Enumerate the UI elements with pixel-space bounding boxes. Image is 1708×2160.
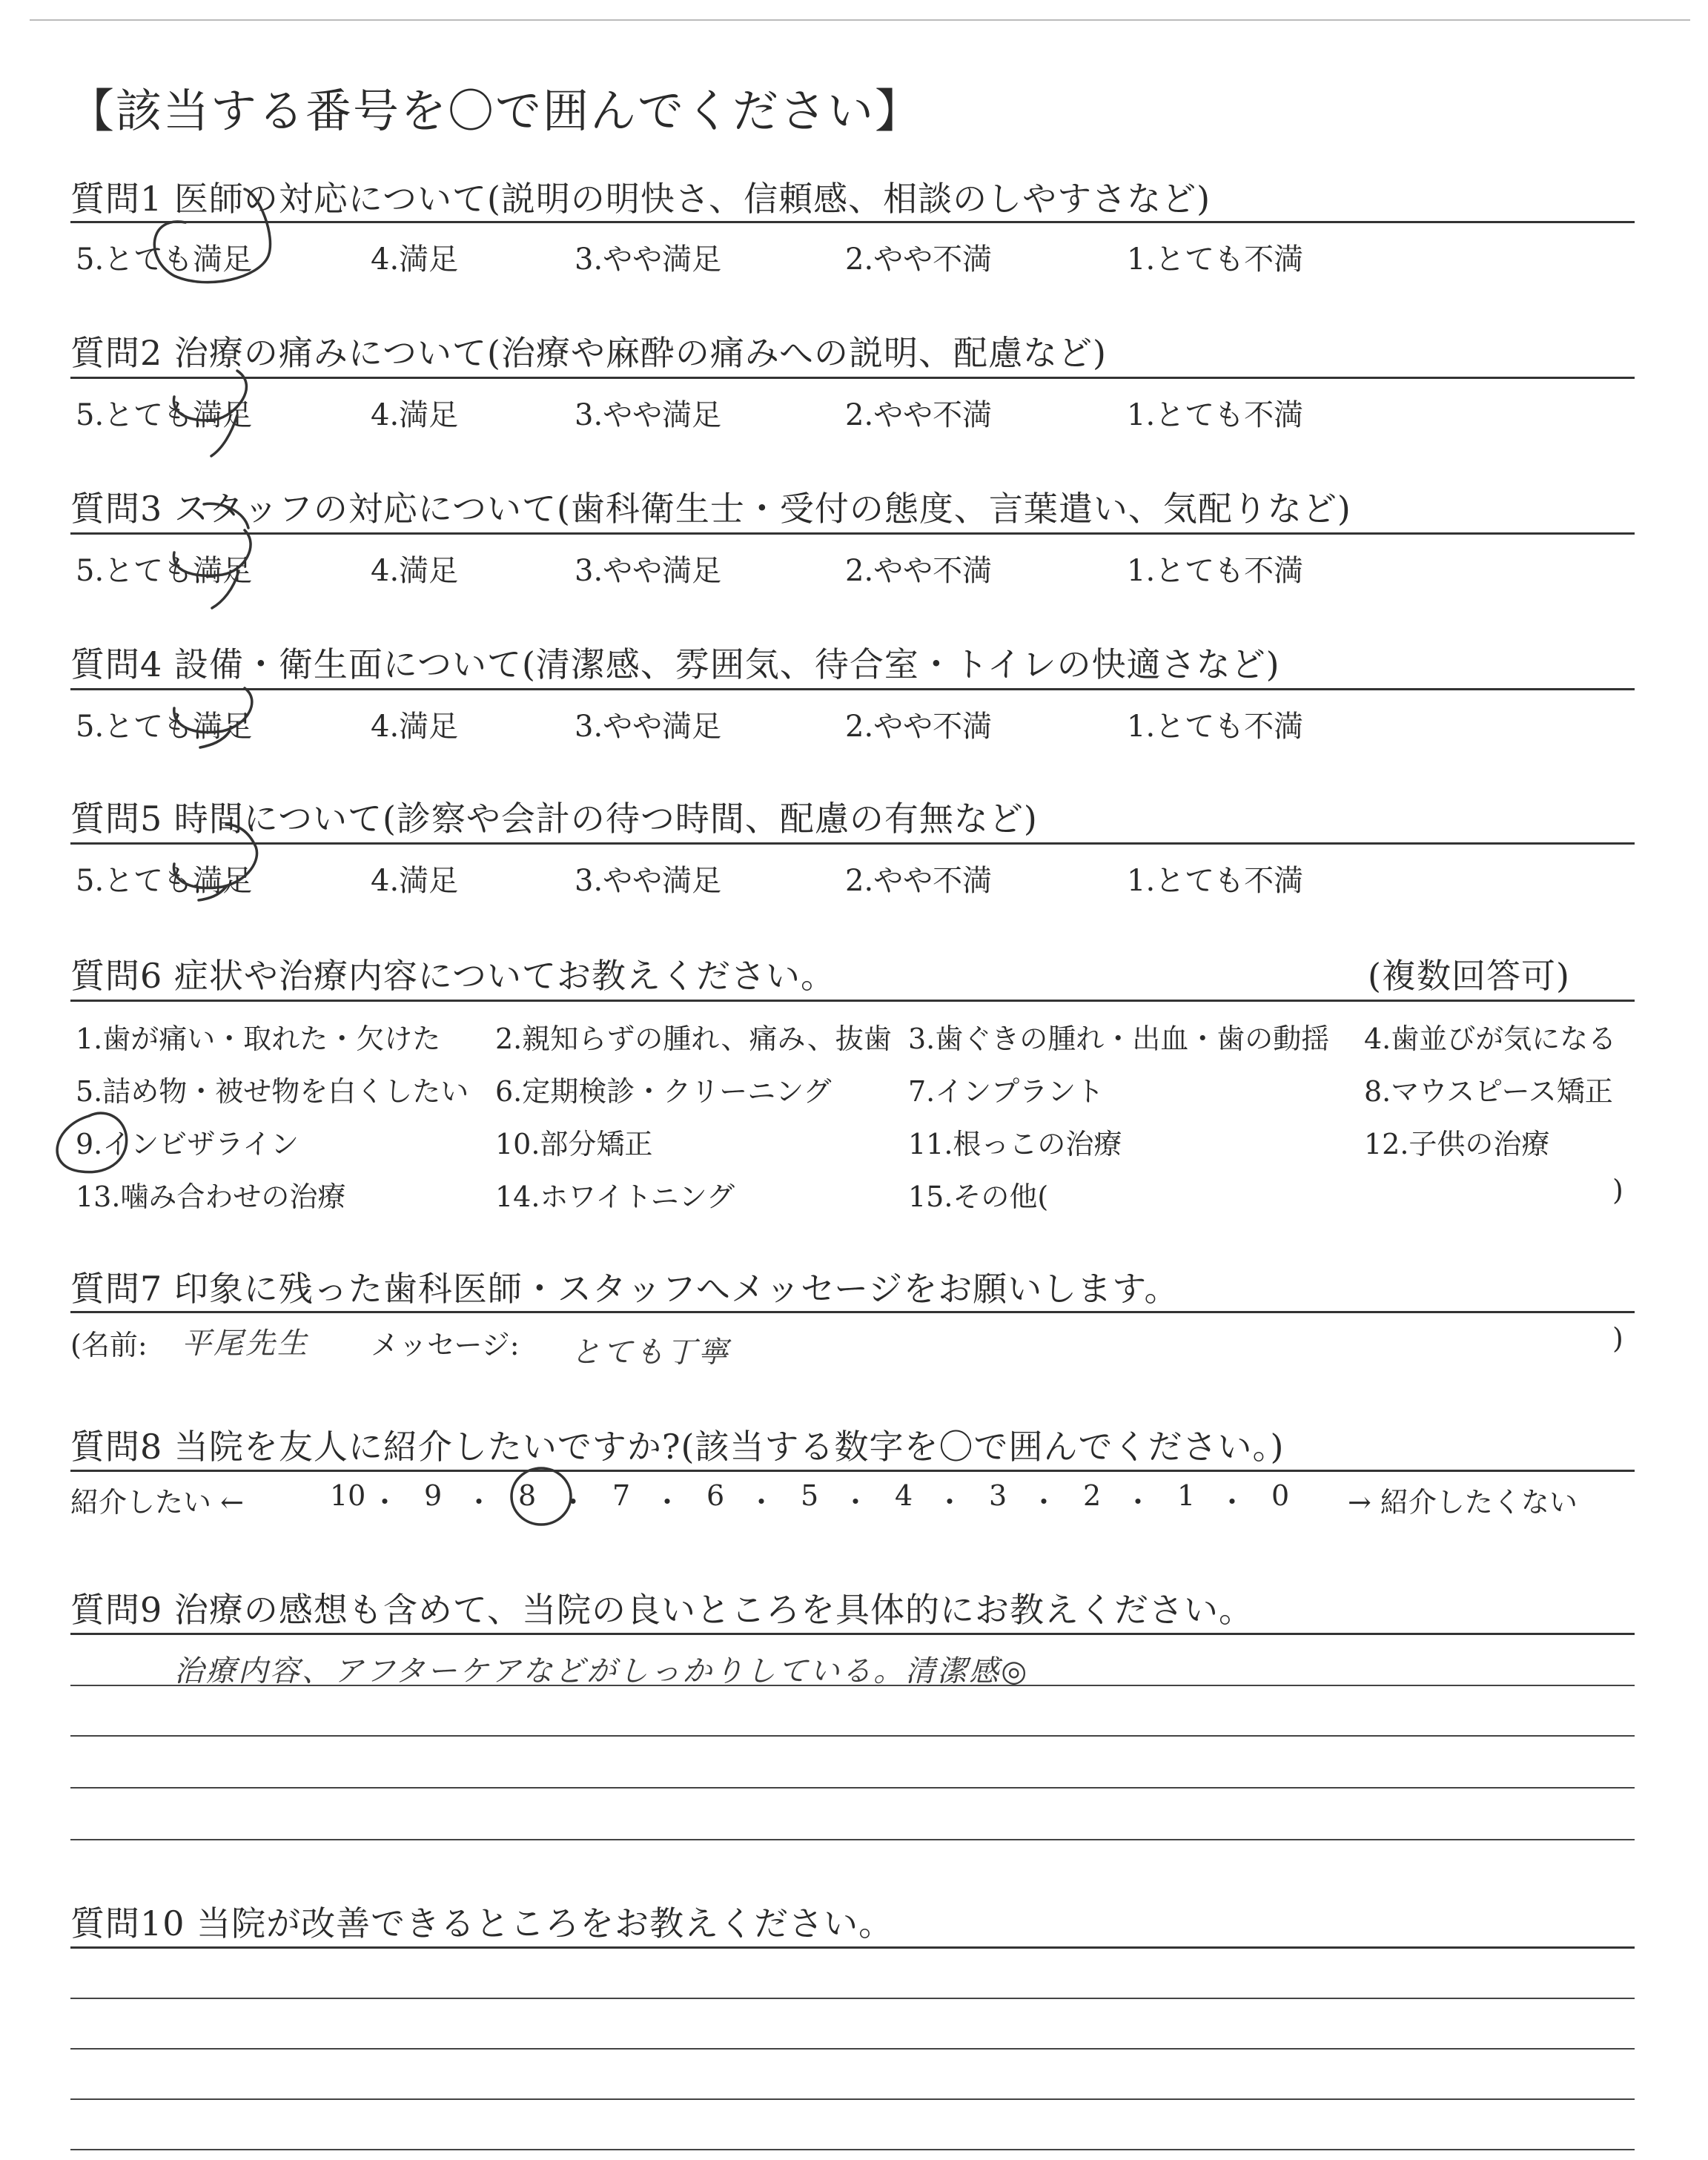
question-9-rule-0 — [70, 1633, 1635, 1635]
question-7-rule — [70, 1311, 1635, 1313]
rating-option-3[interactable]: 3.やや満足 — [575, 242, 722, 277]
rating-option-4[interactable]: 4.満足 — [371, 864, 459, 898]
good-points-handwritten[interactable]: 治療内容、アフターケアなどがしっかりしている。清潔感◎ — [174, 1654, 1030, 1688]
rating-option-2[interactable]: 2.やや不満 — [845, 398, 993, 432]
scale-value[interactable]: 9 — [424, 1479, 443, 1512]
rating-option-2[interactable]: 2.やや不満 — [845, 242, 993, 277]
rating-option-3[interactable]: 3.やや満足 — [575, 554, 722, 588]
symptom-item-2[interactable]: 2.親知らずの腫れ、痛み、抜歯 — [495, 1023, 892, 1055]
scale-separator-dot: ・ — [841, 1486, 870, 1519]
name-handwritten[interactable]: 平尾先生 — [182, 1327, 309, 1361]
rating-option-4[interactable]: 4.満足 — [371, 554, 459, 588]
answer-line — [70, 1787, 1635, 1789]
symptom-item-3[interactable]: 3.歯ぐきの腫れ・出血・歯の動揺 — [908, 1023, 1330, 1055]
scale-value[interactable]: 6 — [706, 1479, 725, 1512]
scale-value[interactable]: 5 — [801, 1479, 819, 1512]
scale-separator-dot: ・ — [1218, 1486, 1247, 1519]
symptom-item-9[interactable]: 9.インビザライン — [76, 1128, 299, 1160]
rating-option-5[interactable]: 5.とても満足 — [76, 398, 253, 432]
answer-line — [70, 2048, 1635, 2050]
rating-option-1[interactable]: 1.とても不満 — [1127, 242, 1304, 277]
rating-option-3[interactable]: 3.やや満足 — [575, 864, 722, 898]
symptom-item-14[interactable]: 14.ホワイトニング — [495, 1180, 735, 1213]
rating-option-1[interactable]: 1.とても不満 — [1127, 398, 1304, 432]
symptom-item-11[interactable]: 11.根っこの治療 — [908, 1128, 1122, 1160]
symptom-item-7[interactable]: 7.インプラント — [908, 1075, 1105, 1108]
answer-line — [70, 1685, 1635, 1686]
recommend-left-label: 紹介したい ← — [70, 1486, 244, 1519]
scale-value[interactable]: 7 — [612, 1479, 631, 1512]
question-10-title: 質問10 当院が改善できるところをお教えください。 — [70, 1903, 894, 1943]
answer-line — [70, 2098, 1635, 2100]
scale-separator-dot: ・ — [559, 1486, 588, 1519]
scale-value[interactable]: 0 — [1271, 1479, 1290, 1512]
rating-option-4[interactable]: 4.満足 — [371, 242, 459, 277]
question-6-title: 質問6 症状や治療内容についてお教えください。 — [70, 956, 835, 996]
message-label: メッセージ: — [371, 1329, 520, 1361]
rating-option-5[interactable]: 5.とても満足 — [76, 554, 253, 588]
rating-option-3[interactable]: 3.やや満足 — [575, 710, 722, 744]
rating-option-4[interactable]: 4.満足 — [371, 398, 459, 432]
symptom-item-8[interactable]: 8.マウスピース矯正 — [1364, 1075, 1613, 1108]
symptom-item-4[interactable]: 4.歯並びが気になる — [1364, 1023, 1617, 1055]
question-5-title: 質問5 時間について(診察や会計の待つ時間、配慮の有無など) — [70, 799, 1038, 839]
rating-option-2[interactable]: 2.やや不満 — [845, 554, 993, 588]
symptom-item-1[interactable]: 1.歯が痛い・取れた・欠けた — [76, 1023, 441, 1055]
scale-value[interactable]: 3 — [989, 1479, 1007, 1512]
question-3-title: 質問3 スタッフの対応について(歯科衛生士・受付の態度、言葉遣い、気配りなど) — [70, 489, 1351, 529]
scale-separator-dot: ・ — [1124, 1486, 1153, 1519]
question-2-title: 質問2 治療の痛みについて(治療や麻酔の痛みへの説明、配慮など) — [70, 333, 1107, 373]
question-8-title: 質問8 当院を友人に紹介したいですか?(該当する数字を〇で囲んでください。) — [70, 1427, 1285, 1467]
symptom-item-15-close: ) — [1612, 1174, 1623, 1206]
message-close-paren: ) — [1612, 1322, 1623, 1355]
rating-option-2[interactable]: 2.やや不満 — [845, 710, 993, 744]
scale-value[interactable]: 2 — [1083, 1479, 1102, 1512]
scale-separator-dot: ・ — [936, 1486, 964, 1519]
question-4-rule — [70, 688, 1635, 690]
scale-separator-dot: ・ — [653, 1486, 682, 1519]
symptom-item-6[interactable]: 6.定期検診・クリーニング — [495, 1075, 832, 1108]
top-border — [30, 19, 1690, 21]
rating-option-5[interactable]: 5.とても満足 — [76, 710, 253, 744]
rating-option-5[interactable]: 5.とても満足 — [76, 864, 253, 898]
scale-value[interactable]: 8 — [518, 1479, 537, 1512]
question-1-title: 質問1 医師の対応について(説明の明快さ、信頼感、相談のしやすさなど) — [70, 179, 1211, 219]
scale-value[interactable]: 4 — [895, 1479, 913, 1512]
symptom-item-5[interactable]: 5.詰め物・被せ物を白くしたい — [76, 1075, 469, 1108]
scale-separator-dot: ・ — [371, 1486, 400, 1519]
question-7-title: 質問7 印象に残った歯科医師・スタッフへメッセージをお願いします。 — [70, 1269, 1179, 1309]
rating-option-4[interactable]: 4.満足 — [371, 710, 459, 744]
scale-separator-dot: ・ — [1030, 1486, 1059, 1519]
symptom-item-15[interactable]: 15.その他( — [908, 1180, 1049, 1213]
question-5-rule — [70, 842, 1635, 845]
scale-separator-dot: ・ — [747, 1486, 776, 1519]
rating-option-5[interactable]: 5.とても満足 — [76, 242, 253, 277]
rating-option-1[interactable]: 1.とても不満 — [1127, 554, 1304, 588]
scale-value[interactable]: 10 — [330, 1479, 366, 1512]
question-2-rule — [70, 377, 1635, 379]
name-label: (名前: — [70, 1329, 148, 1361]
question-10-rule-0 — [70, 1946, 1635, 1949]
question-1-rule — [70, 221, 1635, 223]
page-header: 【該当する番号を〇で囲んでください】 — [68, 84, 923, 138]
question-6-note: (複数回答可) — [1368, 956, 1570, 996]
symptom-item-13[interactable]: 13.噛み合わせの治療 — [76, 1180, 346, 1213]
question-4-title: 質問4 設備・衛生面について(清潔感、雰囲気、待合室・トイレの快適さなど) — [70, 644, 1280, 684]
rating-option-3[interactable]: 3.やや満足 — [575, 398, 722, 432]
rating-option-2[interactable]: 2.やや不満 — [845, 864, 993, 898]
scale-value[interactable]: 1 — [1177, 1479, 1196, 1512]
message-handwritten[interactable]: とても丁寧 — [571, 1335, 730, 1370]
answer-line — [70, 2149, 1635, 2150]
question-6-rule — [70, 1000, 1635, 1002]
question-8-rule — [70, 1470, 1635, 1472]
scale-separator-dot: ・ — [465, 1486, 494, 1519]
symptom-item-12[interactable]: 12.子供の治療 — [1364, 1128, 1550, 1160]
rating-option-1[interactable]: 1.とても不満 — [1127, 710, 1304, 744]
recommend-right-label: → 紹介したくない — [1348, 1486, 1578, 1519]
question-3-rule — [70, 532, 1635, 535]
answer-line — [70, 1839, 1635, 1840]
symptom-item-10[interactable]: 10.部分矯正 — [495, 1128, 653, 1160]
rating-option-1[interactable]: 1.とても不満 — [1127, 864, 1304, 898]
answer-line — [70, 1998, 1635, 1999]
question-9-title: 質問9 治療の感想も含めて、当院の良いところを具体的にお教えください。 — [70, 1590, 1254, 1630]
answer-line — [70, 1735, 1635, 1737]
